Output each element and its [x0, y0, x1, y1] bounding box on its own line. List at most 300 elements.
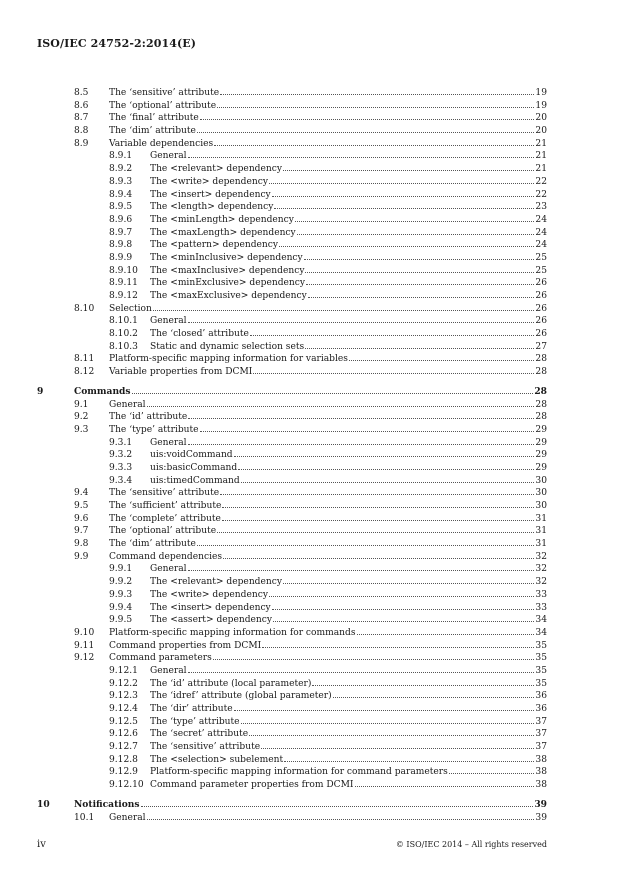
toc-entry-number: 8.9: [74, 138, 89, 149]
toc-entry-page: 28: [535, 354, 547, 365]
toc-entry-title: The <maxInclusive> dependency: [150, 265, 305, 276]
dot-leader: [223, 557, 534, 559]
toc-entry-title-line: [150, 754, 547, 767]
dot-leader: [449, 772, 535, 774]
toc-entry-title-line: [150, 678, 547, 691]
dot-leader: [241, 722, 535, 724]
toc-entry[interactable]: [37, 386, 547, 399]
toc-entry-page: 26: [535, 303, 547, 314]
toc-entry[interactable]: [37, 424, 547, 437]
toc-entry-page: 28: [535, 399, 547, 410]
toc-entry-title: The ‘complete’ attribute: [109, 513, 221, 524]
toc-entry-title-line: [150, 176, 547, 189]
toc-entry[interactable]: [37, 690, 547, 703]
toc-entry-title: The ‘secret’ attribute: [150, 729, 249, 740]
toc-entry[interactable]: [37, 754, 547, 767]
toc-entry[interactable]: [37, 239, 547, 252]
toc-entry-title-line: [150, 214, 547, 227]
toc-entry-number: 8.9.6: [109, 214, 133, 225]
dot-leader: [305, 347, 534, 349]
toc-entry-number: 8.9.10: [109, 265, 138, 276]
toc-entry-number: 9.12.1: [109, 665, 138, 676]
dot-leader: [273, 620, 534, 622]
toc-entry[interactable]: [37, 138, 547, 151]
toc-entry-title: The <write> dependency: [150, 589, 268, 600]
toc-entry-number: 10: [37, 798, 50, 810]
toc-entry-number: 8.9.12: [109, 291, 138, 301]
dot-leader: [305, 271, 534, 273]
dot-leader: [188, 671, 535, 673]
toc-entry-title: General: [150, 665, 187, 676]
toc-entry-page: 21: [535, 138, 547, 149]
dot-leader: [312, 684, 534, 686]
dot-leader: [234, 455, 535, 457]
dot-leader: [250, 334, 535, 336]
toc-entry[interactable]: [37, 779, 547, 792]
dot-leader: [220, 93, 534, 95]
toc-entry-title: Commands: [74, 385, 131, 397]
toc-entry[interactable]: [37, 799, 547, 812]
toc-entry[interactable]: [37, 563, 547, 576]
toc-entry[interactable]: [37, 189, 547, 202]
toc-entry-number: 8.9.7: [109, 227, 133, 238]
dot-leader: [284, 760, 534, 762]
toc-entry-page: 19: [535, 100, 547, 111]
dot-leader: [200, 118, 535, 120]
dot-leader: [308, 296, 535, 298]
toc-entry-title-line: [150, 437, 547, 450]
toc-entry-title-line: [150, 716, 547, 729]
toc-entry-title-line: [150, 741, 547, 754]
toc-entry-title-line: [109, 513, 547, 526]
toc-entry[interactable]: [37, 538, 547, 551]
toc-entry-title-line: [109, 125, 547, 138]
toc-entry-number: 10.1: [74, 812, 95, 823]
toc-entry-page: 21: [535, 164, 547, 175]
toc-entry-page: 38: [535, 754, 547, 765]
toc-entry-title: General: [109, 812, 146, 823]
toc-entry[interactable]: [37, 437, 547, 450]
toc-entry-number: 9.3.2: [109, 450, 133, 461]
toc-entry-title: The ‘id’ attribute (local parameter): [150, 678, 312, 689]
dot-leader: [234, 709, 535, 711]
dot-leader: [283, 169, 534, 171]
toc-entry-page: 29: [535, 424, 547, 435]
toc-entry[interactable]: [37, 678, 547, 691]
toc-entry-title-line: [150, 563, 547, 576]
toc-entry[interactable]: [37, 551, 547, 564]
toc-entry-title: Command parameter properties from DCMI: [150, 780, 354, 791]
toc-entry-page: 35: [535, 640, 547, 651]
toc-entry-title: The <relevant> dependency: [150, 164, 282, 175]
toc-entry-title: The ‘optional’ attribute: [109, 100, 217, 111]
toc-entry[interactable]: [37, 87, 547, 100]
toc-entry-title: Platform-specific mapping information for command parameters: [150, 767, 448, 778]
toc-entry-number: 9.1: [74, 399, 89, 410]
toc-entry-number: 8.9.3: [109, 176, 133, 187]
dot-leader: [197, 131, 535, 133]
toc-entry-title-line: [109, 640, 547, 653]
toc-entry[interactable]: [37, 812, 547, 825]
dot-leader: [238, 468, 534, 470]
toc-entry-number: 9.7: [74, 526, 89, 537]
toc-entry-number: 8.12: [74, 367, 95, 378]
toc-entry-number: 8.11: [74, 354, 95, 365]
toc-entry-title-line: [150, 239, 547, 252]
toc-entry[interactable]: [37, 716, 547, 729]
toc-entry-title: The ‘type’ attribute: [109, 424, 199, 435]
toc-entry-title-line: [150, 766, 547, 779]
toc-entry-title: The <minInclusive> dependency: [150, 252, 303, 263]
toc-entry[interactable]: [37, 665, 547, 678]
toc-entry-title: The ‘idref’ attribute (global parameter): [150, 691, 332, 702]
toc-entry-number: 9.12.7: [109, 742, 138, 753]
toc-entry-page: 31: [535, 513, 547, 524]
dot-leader: [200, 430, 535, 432]
toc-entry[interactable]: [37, 576, 547, 589]
toc-entry[interactable]: [37, 627, 547, 640]
toc-entry-page: 29: [535, 437, 547, 448]
toc-entry-page: 24: [535, 227, 547, 238]
dot-leader: [188, 417, 534, 419]
toc-entry[interactable]: [37, 366, 547, 379]
toc-entry-title-line: [74, 799, 547, 812]
toc-entry-title: Platform-specific mapping information for commands: [109, 627, 356, 638]
toc-entry-number: 9.12.8: [109, 754, 138, 765]
dot-leader: [349, 359, 534, 361]
toc-entry-title-line: [109, 551, 547, 564]
toc-entry[interactable]: [37, 353, 547, 366]
toc-entry-title: Selection: [109, 303, 152, 314]
toc-entry-title: The ‘type’ attribute: [150, 716, 240, 727]
toc-entry-page: 32: [535, 564, 547, 575]
dot-leader: [213, 658, 535, 660]
toc-entry[interactable]: [37, 252, 547, 265]
dot-leader: [269, 182, 534, 184]
toc-entry-page: 24: [535, 240, 547, 251]
toc-entry-title: The <maxExclusive> dependency: [150, 291, 307, 301]
toc-entry-title: Command parameters: [109, 653, 212, 664]
toc-entry-title: General: [109, 399, 146, 410]
toc-entry-page: 26: [535, 291, 547, 301]
toc-entry[interactable]: [37, 112, 547, 125]
toc-entry-title: The <insert> dependency: [150, 602, 271, 613]
toc-entry-number: 9.11: [74, 640, 95, 651]
toc-entry[interactable]: [37, 741, 547, 754]
toc-entry-page: 38: [535, 767, 547, 778]
toc-entry-title-line: [150, 614, 547, 627]
toc-entry-title-line: [150, 163, 547, 176]
toc-entry-number: 9.10: [74, 627, 95, 638]
dot-leader: [147, 405, 535, 407]
toc-entry[interactable]: [37, 277, 547, 290]
toc-entry-title-line: [109, 366, 547, 379]
toc-entry[interactable]: [37, 227, 547, 240]
toc-entry-title-line: [150, 328, 547, 341]
dot-leader: [306, 283, 534, 285]
toc-entry-title-line: [109, 353, 547, 366]
toc-entry-title-line: [109, 303, 547, 316]
dot-leader: [132, 392, 534, 394]
toc-entry[interactable]: [37, 176, 547, 189]
dot-leader: [253, 372, 534, 374]
toc-entry-title-line: [150, 449, 547, 462]
toc-entry-title-line: [109, 100, 547, 113]
toc-entry-page: 39: [535, 812, 547, 823]
toc-entry-title-line: [150, 189, 547, 202]
toc-entry-number: 9.12.3: [109, 691, 138, 702]
toc-entry-number: 8.9.2: [109, 164, 133, 175]
toc-entry-title-line: [150, 576, 547, 589]
toc-entry-number: 8.9.11: [109, 278, 138, 289]
toc-entry-number: 9.9.2: [109, 577, 133, 588]
toc-entry-number: 9.12: [74, 653, 95, 664]
toc-entry-number: 9.3: [74, 424, 89, 435]
toc-entry-page: 30: [535, 488, 547, 499]
dot-leader: [147, 818, 535, 820]
toc-entry-number: 9.9.3: [109, 589, 133, 600]
toc-entry-title: The <insert> dependency: [150, 189, 271, 200]
toc-entry-title-line: [109, 487, 547, 500]
toc-entry-number: 9.9.4: [109, 602, 133, 613]
toc-entry-title-line: [109, 812, 547, 825]
toc-entry-title-line: [150, 779, 547, 792]
toc-entry-number: 9.5: [74, 501, 89, 511]
toc-entry-page: 30: [535, 475, 547, 486]
toc-entry-title: The ‘optional’ attribute: [109, 526, 217, 537]
toc-entry-number: 8.10: [74, 303, 95, 314]
toc-entry-page: 30: [535, 501, 547, 511]
toc-entry-title: The ‘sufficient’ attribute: [109, 501, 222, 511]
toc-entry-title-line: [109, 112, 547, 125]
toc-entry[interactable]: [37, 652, 547, 665]
toc-entry-title-line: [150, 462, 547, 475]
toc-entry-title: Static and dynamic selection sets: [150, 341, 305, 352]
toc-entry-page: 28: [534, 385, 547, 397]
toc-entry-title: General: [150, 437, 187, 448]
dot-leader: [217, 106, 534, 108]
toc-entry-title-line: [150, 290, 547, 303]
toc-entry-page: 26: [535, 316, 547, 327]
toc-entry[interactable]: [37, 766, 547, 779]
toc-entry-page: 33: [535, 602, 547, 613]
toc-entry-title-line: [150, 665, 547, 678]
toc-entry-title: The <length> dependency: [150, 202, 274, 213]
toc-entry-page: 25: [535, 265, 547, 276]
toc-entry-number: 9.3.4: [109, 475, 133, 486]
toc-entry-number: 9.12.4: [109, 704, 138, 714]
toc-entry-number: 9.12.6: [109, 729, 138, 740]
toc-entry-page: 20: [535, 113, 547, 124]
toc-entry-page: 34: [535, 615, 547, 626]
dot-leader: [188, 156, 535, 158]
dot-leader: [188, 321, 535, 323]
toc-entry-number: 8.9.4: [109, 189, 133, 200]
toc-entry-number: 9.9.5: [109, 615, 133, 626]
toc-entry-page: 39: [534, 798, 547, 810]
toc-entry[interactable]: [37, 487, 547, 500]
toc-entry-page: 23: [535, 202, 547, 213]
toc-entry-page: 26: [535, 278, 547, 289]
toc-entry[interactable]: [37, 614, 547, 627]
toc-entry[interactable]: [37, 265, 547, 278]
toc-entry[interactable]: [37, 500, 547, 513]
toc-entry[interactable]: [37, 462, 547, 475]
dot-leader: [249, 734, 534, 736]
toc-entry-title: The <minExclusive> dependency: [150, 278, 305, 289]
toc-entry[interactable]: [37, 475, 547, 488]
page-number: iv: [37, 839, 46, 850]
toc-entry-number: 9.4: [74, 488, 89, 499]
toc-entry-title: Notifications: [74, 798, 140, 810]
toc-entry-title-line: [150, 602, 547, 615]
toc-entry-title-line: [150, 475, 547, 488]
toc-entry-number: 9.8: [74, 539, 89, 550]
toc-entry-page: 36: [535, 704, 547, 714]
toc-entry[interactable]: [37, 602, 547, 615]
dot-leader: [272, 608, 535, 610]
toc-entry[interactable]: [37, 125, 547, 138]
document-header: ISO/IEC 24752-2:2014(E): [37, 37, 197, 50]
dot-leader: [269, 595, 534, 597]
toc-entry-title: The <pattern> dependency: [150, 240, 279, 251]
toc-entry-title: Variable dependencies: [109, 138, 214, 149]
toc-entry-title: The <relevant> dependency: [150, 577, 282, 588]
toc-entry-number: 8.10.2: [109, 329, 138, 340]
toc-entry-title-line: [150, 227, 547, 240]
toc-entry[interactable]: [37, 163, 547, 176]
toc-entry-title: uis:timedCommand: [150, 475, 240, 486]
toc-entry[interactable]: [37, 728, 547, 741]
toc-entry-page: 35: [535, 665, 547, 676]
dot-leader: [261, 747, 534, 749]
dot-leader: [214, 144, 534, 146]
toc-entry-page: 35: [535, 678, 547, 689]
toc-entry-title: Command dependencies: [109, 551, 223, 562]
toc-entry-title-line: [109, 627, 547, 640]
toc-entry[interactable]: [37, 303, 547, 316]
toc-entry[interactable]: [37, 513, 547, 526]
toc-entry[interactable]: [37, 640, 547, 653]
dot-leader: [304, 258, 535, 260]
toc-entry-page: 29: [535, 462, 547, 473]
toc-entry-page: 29: [535, 450, 547, 461]
toc-entry-page: 31: [535, 526, 547, 537]
toc-entry-number: 9.9: [74, 551, 89, 562]
toc-entry-number: 9.3.1: [109, 437, 133, 448]
toc-entry-title: The ‘dim’ attribute: [109, 539, 196, 550]
toc-entry-title: uis:basicCommand: [150, 462, 238, 473]
toc-entry-number: 9.12.9: [109, 767, 138, 778]
toc-entry-title: The ‘dim’ attribute: [109, 126, 196, 137]
toc-entry[interactable]: [37, 411, 547, 424]
toc-entry-title-line: [150, 690, 547, 703]
toc-entry-title: General: [150, 316, 187, 327]
toc-entry-number: 8.9.8: [109, 240, 133, 251]
toc-entry-number: 8.9.5: [109, 202, 133, 213]
dot-leader: [222, 506, 534, 508]
dot-leader: [355, 785, 535, 787]
toc-entry-page: 37: [535, 716, 547, 727]
toc-entry-number: 9.3.3: [109, 462, 133, 473]
toc-entry[interactable]: [37, 100, 547, 113]
dot-leader: [141, 805, 534, 807]
toc-entry-title: Variable properties from DCMI: [109, 367, 253, 378]
toc-entry-title-line: [109, 87, 547, 100]
toc-entry[interactable]: [37, 449, 547, 462]
toc-entry-number: 9.2: [74, 412, 89, 423]
dot-leader: [274, 207, 534, 209]
toc-entry[interactable]: [37, 341, 547, 354]
toc-entry-page: 36: [535, 691, 547, 702]
toc-entry[interactable]: [37, 399, 547, 412]
dot-leader: [272, 195, 535, 197]
toc-entry-number: 9.6: [74, 513, 89, 524]
toc-entry-page: 34: [535, 627, 547, 638]
dot-leader: [197, 544, 535, 546]
toc-entry-page: 31: [535, 539, 547, 550]
toc-entry[interactable]: [37, 150, 547, 163]
toc-entry-page: 33: [535, 589, 547, 600]
toc-entry-title: The ‘dir’ attribute: [150, 704, 233, 714]
toc-entry-title: The <maxLength> dependency: [150, 227, 296, 238]
toc-entry-number: 8.6: [74, 100, 89, 111]
toc-entry-number: 8.10.1: [109, 316, 138, 327]
toc-entry-title-line: [150, 728, 547, 741]
toc-entry[interactable]: [37, 328, 547, 341]
toc-entry-page: 25: [535, 252, 547, 263]
toc-entry-title-line: [150, 315, 547, 328]
toc-entry[interactable]: [37, 214, 547, 227]
toc-entry-title: General: [150, 564, 187, 575]
toc-entry-page: 26: [535, 329, 547, 340]
toc-entry-number: 9.12.5: [109, 716, 138, 727]
dot-leader: [357, 633, 535, 635]
toc-entry-number: 8.9.9: [109, 252, 133, 263]
toc-entry-title: The <selection> subelement: [150, 754, 284, 765]
toc-entry[interactable]: [37, 201, 547, 214]
toc-entry-title-line: [109, 399, 547, 412]
toc-entry[interactable]: [37, 703, 547, 716]
toc-entry-title-line: [109, 652, 547, 665]
toc-entry-number: 9.9.1: [109, 564, 133, 575]
toc-entry-title: Command properties from DCMI: [109, 640, 262, 651]
toc-entry[interactable]: [37, 589, 547, 602]
dot-leader: [295, 220, 535, 222]
toc-entry-number: 8.7: [74, 113, 89, 124]
toc-entry-title-line: [74, 386, 547, 399]
dot-leader: [262, 646, 534, 648]
toc-entry-title-line: [109, 424, 547, 437]
toc-entry-number: 8.8: [74, 126, 89, 137]
copyright-notice: © ISO/IEC 2014 – All rights reserved: [395, 840, 547, 849]
toc-entry[interactable]: [37, 315, 547, 328]
toc-entry-page: 35: [535, 653, 547, 664]
toc-entry-title: uis:voidCommand: [150, 450, 233, 461]
toc-entry-title-line: [150, 589, 547, 602]
toc-entry-page: 22: [535, 176, 547, 187]
toc-entry-page: 32: [535, 577, 547, 588]
toc-entry-page: 37: [535, 729, 547, 740]
dot-leader: [220, 493, 534, 495]
toc-entry-title: The <minLength> dependency: [150, 214, 294, 225]
toc-entry[interactable]: [37, 290, 547, 303]
toc-entry-title-line: [150, 150, 547, 163]
toc-entry-page: 27: [535, 341, 547, 352]
toc-entry[interactable]: [37, 525, 547, 538]
dot-leader: [217, 531, 534, 533]
toc-entry-page: 37: [535, 742, 547, 753]
